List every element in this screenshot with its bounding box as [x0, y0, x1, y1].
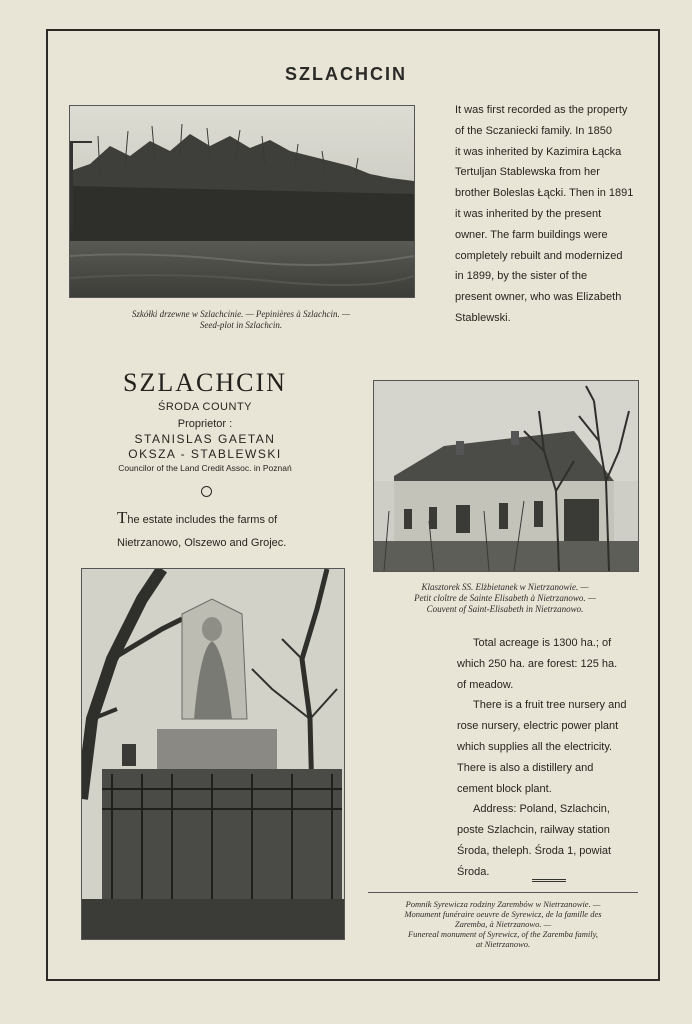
convent-caption — [373, 582, 637, 615]
intro-line: he estate includes the farms of — [127, 514, 278, 526]
seed-plot-photo — [69, 105, 415, 298]
history-line: present owner, who was Elizabeth — [455, 291, 622, 304]
section-divider — [532, 879, 566, 880]
details-line: Address: Poland, Szlachcin, — [473, 803, 610, 816]
ornament-ring — [201, 486, 212, 497]
intro-initial: T — [117, 508, 128, 527]
history-line: it was inherited by the present — [455, 207, 602, 220]
details-line: which 250 ha. are forest: 125 ha. — [457, 657, 618, 670]
monument-caption-line: Funereal monument of Syrewicz, of the Zaremba family, — [407, 929, 599, 939]
seed-plot-caption-line: Seed-plot in Szlachcin. — [199, 320, 283, 330]
seed-plot-caption-line: Szkółki drzewne w Szlachcinie. — Pepinières à Szlachcin. — — [131, 309, 351, 319]
proprietor-position: Councilor of the Land Credit Assoc. in Poznań — [118, 463, 292, 473]
history-line: brother Boleslas Łącki. Then in 1891 — [455, 187, 634, 200]
monument-caption-line: at Nietrzanowo. — [475, 939, 531, 949]
monument-caption — [358, 899, 648, 949]
details-line: which supplies all the electricity. — [457, 740, 613, 753]
details-line: cement block plant. — [457, 782, 552, 795]
convent-photo — [373, 380, 639, 572]
details-line: Total acreage is 1300 ha.; of — [473, 637, 612, 649]
intro-line: Nietrzanowo, Olszewo and Grojec. — [117, 537, 287, 549]
details-line: There is a fruit tree nursery and — [473, 699, 627, 712]
convent-caption-line: Klasztorek SS. Elżbietanek w Nietrzanowie. — — [421, 582, 589, 592]
details-line: poste Szlachcin, railway station — [457, 824, 610, 837]
details-line: rose nursery, electric power plant — [457, 720, 619, 733]
details-paragraph — [457, 633, 638, 883]
details-line: There is also a distillery and — [457, 761, 594, 774]
estate-title: SZLACHCIN — [123, 368, 287, 397]
page-title: SZLACHCIN — [285, 64, 407, 84]
proprietor-name-line1: STANISLAS GAETAN — [134, 432, 276, 446]
monument-caption-line: Monument funéraire oeuvre de Syrewicz, de la famille des — [404, 909, 602, 919]
details-line: of meadow. — [457, 678, 514, 691]
caption-divider — [368, 892, 638, 893]
details-line: Środa. — [457, 865, 490, 878]
history-line: It was first recorded as the property — [455, 104, 628, 116]
history-line: Stablewski. — [455, 311, 511, 324]
history-line: completely rebuilt and modernized — [455, 249, 623, 262]
county-label: ŚRODA COUNTY — [157, 401, 252, 413]
history-line: it was inherited by Kazimira Łącka — [455, 145, 622, 158]
convent-caption-line: Petit cloître de Sainte Elisabeth à Nietrzanowo. — — [414, 593, 596, 603]
details-line: Środa, theleph. Środa 1, powiat — [457, 844, 612, 857]
history-line: owner. The farm buildings were — [455, 228, 608, 241]
proprietor-name-line2: OKSZA - STABLEWSKI — [128, 447, 282, 461]
monument-caption-line: Zaremba, à Nietrzanowo. — — [454, 919, 552, 929]
history-line: of the Sczaniecki family. In 1850 — [455, 124, 612, 137]
monument-caption-line: Pomnik Syrewicza rodziny Zarembów w Nietrzanowie. — — [405, 899, 601, 909]
monument-photo — [81, 568, 345, 940]
seed-plot-caption — [69, 309, 413, 331]
proprietor-label: Proprietor : — [177, 418, 233, 430]
history-paragraph — [455, 100, 636, 329]
history-line: in 1899, by the sister of the — [455, 270, 588, 283]
history-line: Tertuljan Stablewska from her — [455, 166, 600, 179]
convent-caption-line: Couvent of Saint-Elisabeth in Nietrzanowo. — [426, 604, 584, 614]
estate-intro — [117, 506, 301, 555]
